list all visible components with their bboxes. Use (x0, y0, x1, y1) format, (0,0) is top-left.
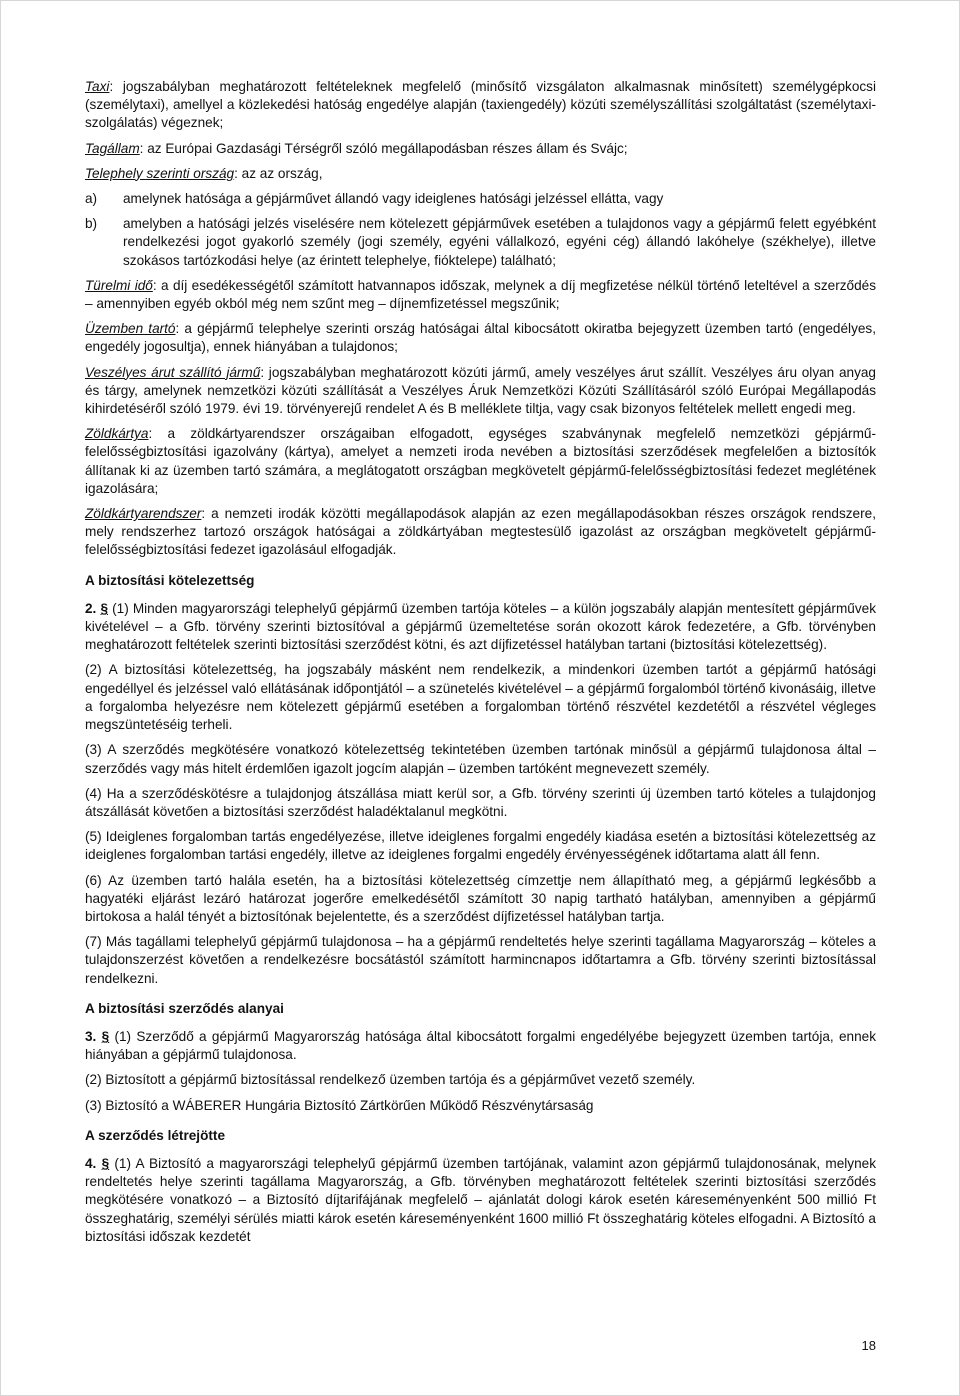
term-telephely: Telephely szerinti ország (85, 165, 235, 181)
document-body (85, 78, 876, 1253)
paragraph: (2) Biztosított a gépjármű biztosítással rendelkező üzemben tartója és a gépjárművet vezető személy. (85, 1072, 696, 1088)
section-number: 4. (85, 1155, 97, 1171)
definition-zoldkartya: Zöldkártya: a zöldkártyarendszer országaiban elfogadott, egységes szabványnak megfelelő nemzetközi gépjármű-felelősségbiztosítási igazolvány (kártya), amelyet a nemzeti iroda nevében a biztosítási szerződések megfelelően a biztosítók állítanak ki az üzemben tartó számára, a meglátogatott országban megkövetelt gépjármű-felelősségbiztosítási fedezet meglétének igazolására; (85, 426, 876, 496)
section-heading: A biztosítási szerződés alanyai (85, 1000, 284, 1016)
paragraph: (3) A szerződés megkötésére vonatkozó kötelezettség tekintetében üzemben tartónak minősül a gépjármű tulajdonosa által – szerződés vagy más hitelt érdemlően igazolt jogcím alapján – üzemben tartóként megnevezett személy. (85, 742, 876, 776)
section-symbol: § (100, 600, 109, 616)
list-text: amelyben a hatósági jelzés viselésére nem kötelezett gépjárművek esetében a tulajdonos vagy a gépjármű felett egyébként rendelkezési jogot gyakorló személy (jogi személy, egyéni vállalkozó, egyéni cég) állandó lakóhelye (székhelye), illetve szokásos tartózkodási helye (az érintett telephelye, fióktelepe) található; (123, 216, 876, 268)
definition-zoldkartyarendszer: Zöldkártyarendszer: a nemzeti irodák közötti megállapodások alapján az ezen megállapodásokban részes országok rendszere, mely rendszerhez tartozó országok hatóságai a zöldkártyában megtestesülő igazolást az országban megkövetelt gépjármű-felelősségbiztosítási fedezet igazolásául elfogadják. (85, 506, 876, 558)
term-tagallam: Tagállam (85, 140, 140, 156)
term-uzemben: Üzemben tartó (85, 321, 176, 337)
term-turelmi: Türelmi idő (85, 277, 153, 293)
section-number: 3. (85, 1028, 97, 1044)
definition-veszelyes: Veszélyes árut szállító jármű: jogszabályban meghatározott közúti jármű, amely veszélyes árut szállít. Veszélyes áru olyan anyag és tárgy, amelynek nemzetközi közúti szállítását a Veszélyes Áruk Nemzetközi Közúti Szállításáról szóló Európai Megállapodás kihirdetéséről szóló 1979. évi 19. törvényerejű rendelet A és B melléklete tiltja, vagy csak bizonyos feltételek mellett engedi meg. (85, 364, 876, 417)
paragraph: (7) Más tagállami telephelyű gépjármű tulajdonosa – ha a gépjármű rendeltetés helye szerinti tagállama Magyarország – köteles a tulajdonszerzést követően a rendelkezésre bocsátástól számított harmincnapos időtartamra a Gfb. törvény szerinti biztosítással rendelkezni. (85, 934, 876, 986)
section-symbol: § (101, 1155, 110, 1171)
definition-turelmi: Türelmi idő: a díj esedékességétől számított hatvannapos időszak, melynek a díj megfizetése nélkül történő leteltével a szerződés – amennyiben egyéb okból még nem szűnt meg – díjnemfizetéssel megszűnik; (85, 277, 876, 312)
paragraph: (5) Ideiglenes forgalomban tartás engedélyezése, illetve ideiglenes forgalmi engedély kiadása esetén a biztosítási kötelezettség az ideiglenes forgalomban tartási engedély, illetve az ideiglenes forgalmi engedély érvényességének időtartama alatt áll fenn. (85, 829, 876, 863)
section-heading: A biztosítási kötelezettség (85, 572, 255, 588)
definition-telephely: Telephely szerinti ország: az az ország, (85, 165, 323, 181)
term-taxi: Taxi (85, 79, 110, 94)
paragraph: (4) Ha a szerződéskötésre a tulajdonjog átszállása miatt kerül sor, a Gfb. törvény szerinti új üzemben tartó köteles a tulajdonjog átszállását követően a biztosítási szerződést haladéktalanul megkötni. (85, 785, 876, 819)
page-number: 18 (861, 1338, 876, 1353)
definition-uzemben: Üzemben tartó: a gépjármű telephelye szerinti ország hatóságai által kibocsátott okiratba bejegyzett üzemben tartó (engedélyes, engedély jogosultja), ennek hiányában a tulajdonos; (85, 321, 877, 355)
paragraph: 3. § (1) Szerződő a gépjármű Magyarország hatósága által kibocsátott forgalmi engedélyébe bejegyzett üzemben tartója, ennek hiányában a gépjármű tulajdonosa. (85, 1028, 876, 1063)
list-item (85, 190, 876, 208)
term-zoldkartyarendszer: Zöldkártyarendszer (85, 506, 202, 522)
list-text: amelynek hatósága a gépjárművet állandó vagy ideiglenes hatósági jelzéssel ellátta, vagy (123, 191, 664, 207)
term-zoldkartya: Zöldkártya (85, 426, 149, 442)
paragraph: 4. § (1) A Biztosító a magyarországi telephelyű gépjármű üzemben tartójának, valamint azon gépjármű tulajdonosának, melynek rendeltetés helye szerinti tagállama Magyarország, a Gfb. törvényben meghatározott feltételek szerinti biztosítási szerződés megkötésére vonatkozó – a Biztosító díjtarifájának megfelelő – ajánlatát dologi károk esetén káreseményenként 500 millió Ft összeghatárig, személyi sérülés miatti károk esetén káreseményenként 1600 millió Ft összeghatárig köteles elfogadni. A Biztosító a biztosítási időszak kezdetét (85, 1155, 876, 1244)
paragraph: (3) Biztosító a WÁBERER Hungária Biztosító Zártkörűen Működő Részvénytársaság (85, 1097, 594, 1113)
definition-tagallam: Tagállam: az Európai Gazdasági Térségről szóló megállapodásban részes állam és Svájc; (85, 140, 628, 156)
term-veszelyes: Veszélyes árut szállító jármű (85, 364, 261, 380)
paragraph: 2. § (1) Minden magyarországi telephelyű gépjármű üzemben tartója köteles – a külön jogszabály alapján mentesített gépjárművek kivételével – a Gfb. törvény szerinti biztosítóval a gépjármű üzemeltetése során okozott károk fedezetére, a Gfb. törvényben meghatározott feltételek szerinti biztosítási szerződést kötni, és azt díjfizetéssel hatályban tartani (biztosítási kötelezettség). (85, 600, 877, 653)
definition-taxi: Taxi: jogszabályban meghatározott feltételeknek megfelelő (minősítő vizsgálaton alkalmasnak minősített) személygépkocsi (személytaxi), amellyel a közlekedési hatóság engedélye alapján (taxiengedély) közúti személyszállítási szolgáltatást (személytaxi-szolgálatás) végeznek; (85, 79, 876, 131)
list-marker: b) (85, 216, 98, 232)
paragraph: (2) A biztosítási kötelezettség, ha jogszabály másként nem rendelkezik, a mindenkori üzemben tartót a gépjármű hatósági engedéllyel és jelzéssel való ellátásának időpontjától – a szünetelés kivételével – a gépjármű forgalomból történő kivonásáig, illetve a forgalomba helyezésre nem kötelezett gépjármű esetében a forgalomban történő részvétel kezdetétől a részvétel végleges megszüntetéséig terheli. (85, 662, 876, 733)
list-marker: a) (85, 191, 98, 207)
list-item (85, 215, 876, 270)
section-heading: A szerződés létrejötte (85, 1127, 226, 1143)
paragraph: (6) Az üzemben tartó halála esetén, ha a biztosítási kötelezettség címzettje nem állapítható meg, a gépjármű legkésőbb a hagyatéki eljárást lezáró határozat jogerőre emelkedésétől számított 30 napig tartható hatályban, amennyiben a gépjármű birtokosa a halál tényét a biztosítónak bejelentette, és a szerződést díjfizetéssel hatályban tartja. (85, 872, 876, 924)
section-number: 2. (85, 600, 97, 616)
section-symbol: § (101, 1028, 110, 1044)
